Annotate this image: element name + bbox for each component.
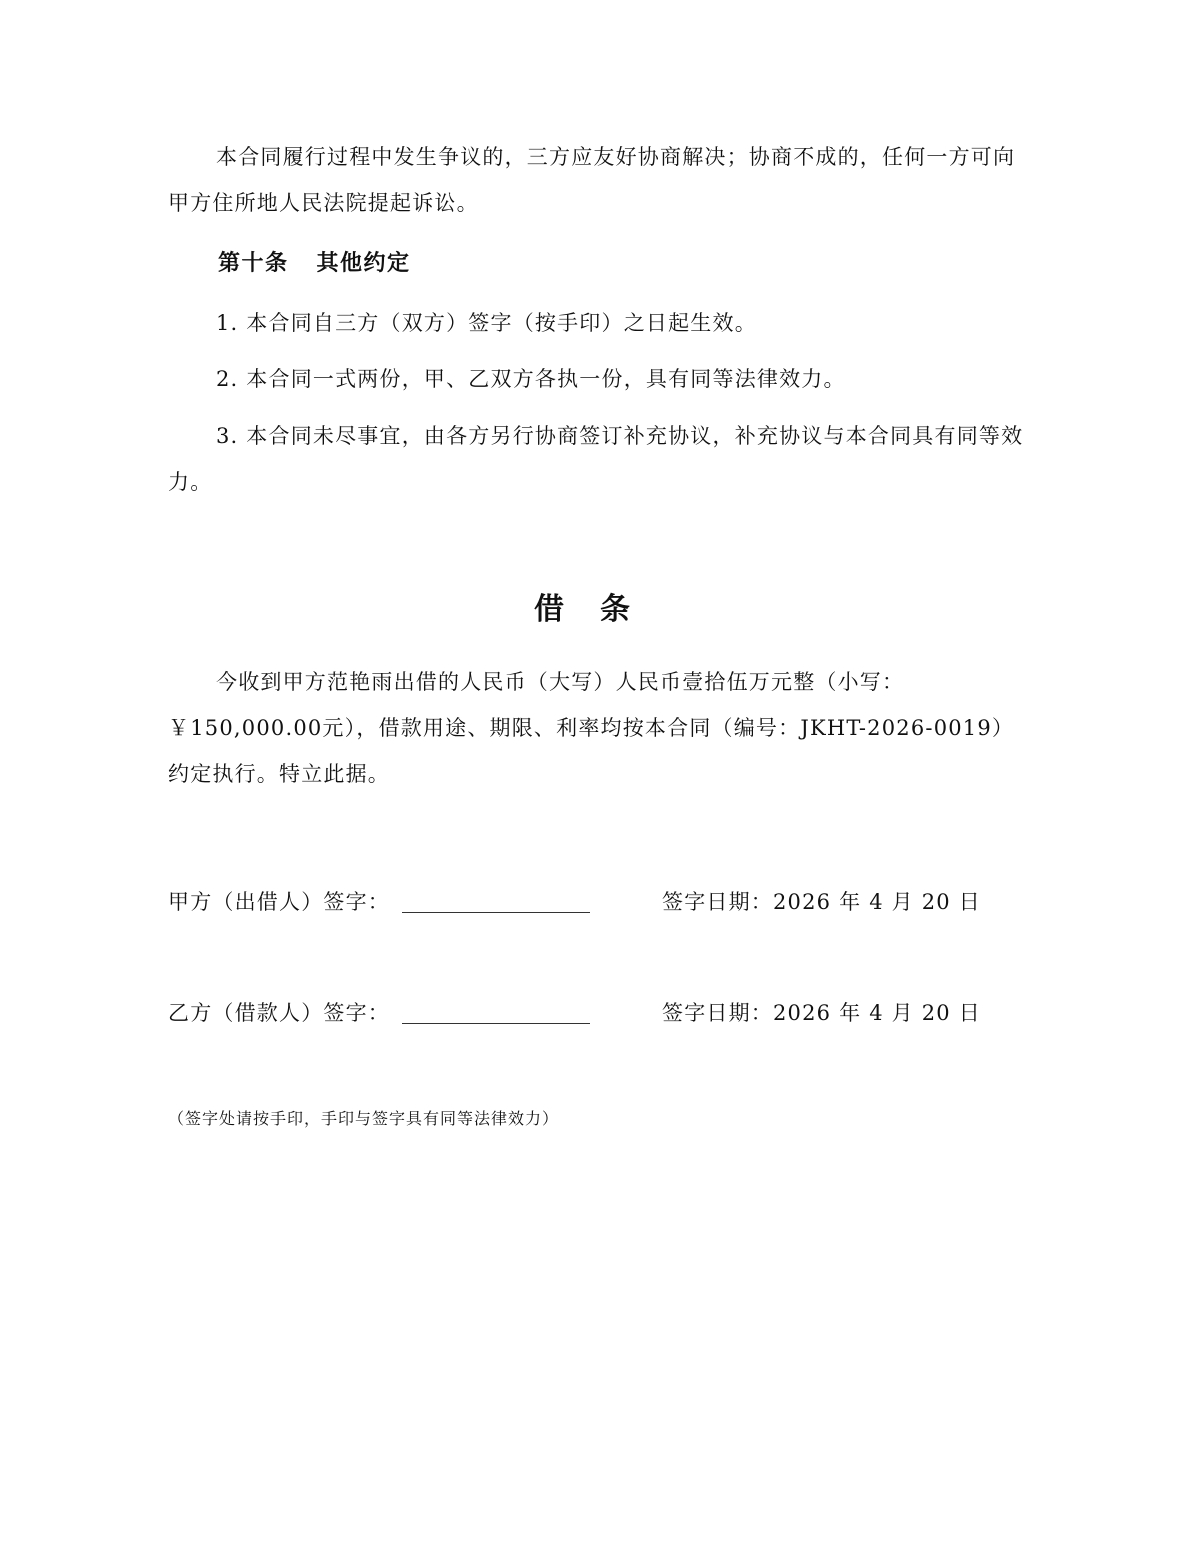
borrower-signature-date: 签字日期：2026 年 4 月 20 日 (662, 1001, 981, 1025)
lender-signature-date: 签字日期：2026 年 4 月 20 日 (662, 890, 981, 914)
iou-body: 今收到甲方范艳雨出借的人民币（大写）人民币壹拾伍万元整（小写：￥150,000.00元），借款用途、期限、利率均按本合同（编号：JKHT-2026-0019）约定执行。特立此据。 (168, 670, 1015, 786)
iou-title: 借条 (534, 592, 666, 627)
article-10-item-3: 3. 本合同未尽事宜，由各方另行协商签订补充协议，补充协议与本合同具有同等效力。 (168, 424, 1024, 494)
article-10-title: 其他约定 (316, 251, 411, 276)
article-10-heading (218, 246, 411, 277)
borrower-signature-row (168, 997, 1028, 1037)
lender-signature-row (168, 886, 1028, 926)
article-10-item-1: 1. 本合同自三方（双方）签字（按手印）之日起生效。 (216, 311, 757, 335)
fingerprint-note: （签字处请按手印，手印与签字具有同等法律效力） (168, 1109, 560, 1128)
dispute-clause: 本合同履行过程中发生争议的，三方应友好协商解决；协商不成的，任何一方可向甲方住所地人民法院提起诉讼。 (168, 145, 1016, 215)
borrower-signature-label: 乙方（借款人）签字： (168, 1001, 390, 1025)
borrower-signature-line[interactable] (402, 1023, 590, 1024)
article-10-item-2: 2. 本合同一式两份，甲、乙双方各执一份，具有同等法律效力。 (216, 367, 846, 391)
article-10-number: 第十条 (218, 251, 289, 276)
lender-signature-line[interactable] (402, 912, 590, 913)
lender-signature-label: 甲方（出借人）签字： (168, 890, 390, 914)
